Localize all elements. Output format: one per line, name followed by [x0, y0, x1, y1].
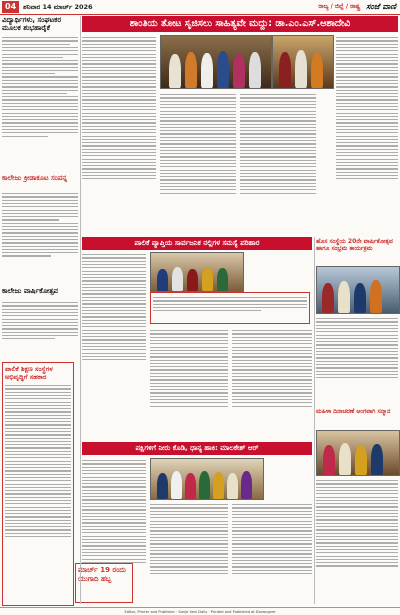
right-mid-photo: [316, 266, 400, 314]
left-low-headline: ಕಾಲೇಜು ವಾರ್ಷಿಕೋತ್ಸವ: [2, 287, 58, 295]
right-article-mid: [316, 316, 398, 404]
left-box-headline: ಪಾಲಿಕೆ ಶಿಕ್ಷಣ ಸಂಸ್ಥೆಗಳ ಅಭಿವೃದ್ಧಿಗೆ ಸಹಕಾರ: [5, 365, 53, 381]
meeting-photo: [150, 252, 244, 292]
third-article-col-1: [82, 458, 146, 604]
third-article-col-3: [232, 502, 312, 604]
quote-box: [150, 292, 310, 324]
third-article-col-2: [150, 502, 228, 604]
page-header: [0, 0, 400, 15]
left-mid-headline: ಕಾಲೇಜು ಕ್ರೀಡಾಕೂಟ ಸಂಪನ್ನ: [2, 174, 68, 182]
left-box-article: [2, 362, 74, 606]
right-mid-headline: ಹೊಸ ಸಂಸ್ಥೆಯ 20ನೇ ವಾರ್ಷಿಕೋತ್ಸವ ಹಾಗೂ ಸಂಭ್ರಮ ಕಾರ್ಯಕ್ರಮ: [316, 238, 393, 252]
masthead-logo: ಸಂಜೆ ವಾಣಿ: [366, 2, 396, 11]
left-article-2: [2, 191, 78, 283]
third-headline: ಪಕ್ಷಿಗಳಿಗೆ ನೀರು ಕೊಡಿ, ಧಾನ್ಯ ಹಾಕಿ: ಮಾಲಕೇಶ್ ಆರ್: [82, 442, 312, 455]
right-low-headline: ಮಹಿಳಾ ದಿನಾಚರಣೆ ಅಂಗವಾಗಿ ಸನ್ಮಾನ: [316, 408, 391, 415]
bird-event-photo: [150, 458, 264, 500]
issue-date: ಶನಿವಾರ 14 ಮಾರ್ಚ್ 2026: [23, 2, 93, 11]
left-article-3: [2, 300, 78, 358]
left-top-headline: ವಿದ್ಯಾರ್ಥಿಗಳು, ಸಂಘಟಕರ ಮೂಲಕ ಶುಭಹಾರೈಕೆ: [2, 16, 62, 32]
main-article-col-2: [160, 92, 236, 235]
main-event-photo: [160, 35, 272, 89]
second-headline: ಪಾಲಿಕೆ ವ್ಯಾಪ್ತಿಯ ಸಾರ್ವಜನಿಕ ನಲ್ಲಿಗಳ ಸಮಸ್ಯೆ ಪರಿಹಾರ: [82, 237, 312, 250]
right-low-photo: [316, 430, 400, 476]
main-headline: ಶಾಂತಿಯ ತೋಟ ಸೃಜಿಸಲು ಸಾಹಿತ್ಯವೇ ಮದ್ದು: ಡಾ.ಎಂ.ಎಸ್.ಆಶಾದೇವಿ: [82, 16, 398, 32]
left-article-1: [2, 35, 78, 170]
right-top-photo: [272, 35, 334, 89]
main-article-col-3: [240, 92, 316, 235]
second-article-col-1: [82, 252, 146, 402]
second-article-col-3: [232, 328, 312, 440]
second-article-col-2: [150, 328, 228, 440]
page-footer: Editor, Printer and Publisher · Sanje Vani Daily · Printed and Published at Davangere: [0, 607, 400, 615]
column-rule: [80, 16, 81, 604]
right-article-low: [316, 478, 398, 604]
section-labels: ರಾಜ್ಯ / ಜಿಲ್ಲೆ / ರಾಷ್ಟ್ರ: [318, 3, 361, 10]
right-article-top: [336, 35, 398, 235]
main-article-col-1: [82, 35, 156, 235]
page-number: 04: [2, 1, 19, 13]
march-box: ಮಾರ್ಚ್ 19 ರಂದು ಯುಗಾದಿ ಹಬ್ಬ: [75, 563, 133, 603]
column-rule: [314, 237, 315, 604]
